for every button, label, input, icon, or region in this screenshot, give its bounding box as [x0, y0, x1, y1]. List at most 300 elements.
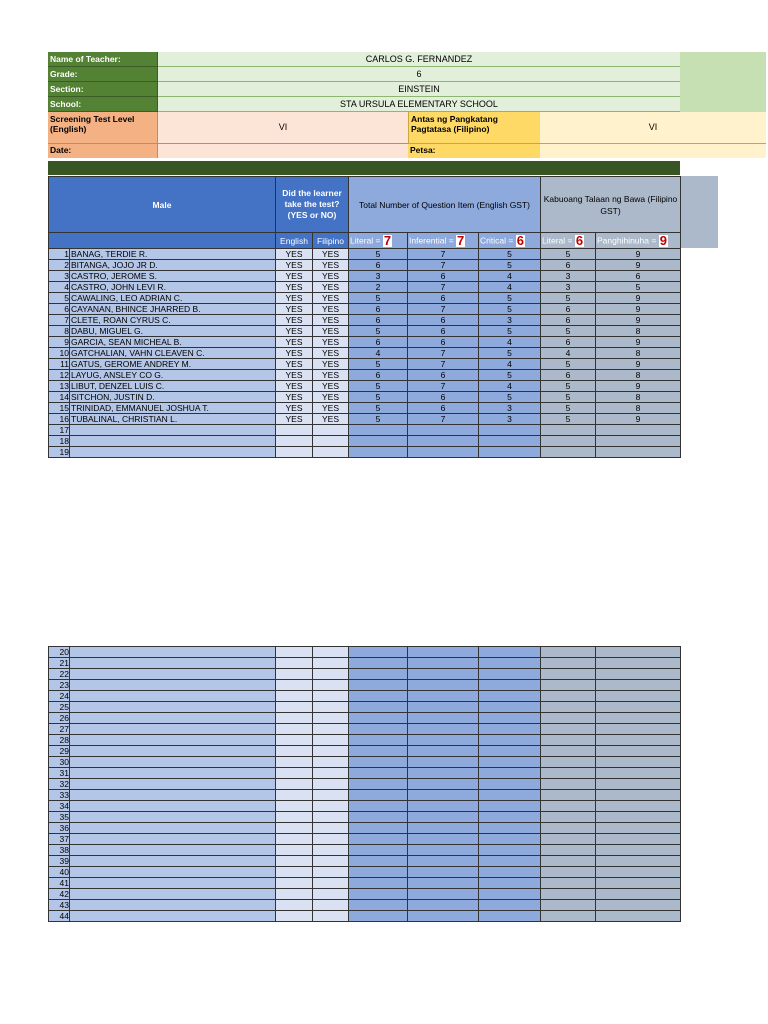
f-literal-score-cell[interactable]	[541, 724, 596, 735]
f-literal-score-cell[interactable]	[541, 746, 596, 757]
critical-score-cell[interactable]: 5	[479, 293, 541, 304]
inferential-score-cell[interactable]	[408, 889, 479, 900]
learner-name-cell[interactable]	[70, 823, 276, 834]
inferential-score-cell[interactable]: 6	[408, 315, 479, 326]
learner-name-cell[interactable]	[70, 834, 276, 845]
panghihinuha-score-cell[interactable]	[596, 724, 681, 735]
learner-name-cell[interactable]	[70, 691, 276, 702]
learner-name-cell[interactable]: TUBALINAL, CHRISTIAN L.	[70, 414, 276, 425]
critical-score-cell[interactable]	[479, 680, 541, 691]
screening-level-value[interactable]: VI	[158, 112, 408, 144]
learner-name-cell[interactable]	[70, 680, 276, 691]
literal-score-cell[interactable]	[349, 768, 408, 779]
filipino-taken-cell[interactable]	[313, 889, 349, 900]
inferential-score-cell[interactable]: 6	[408, 271, 479, 282]
f-literal-score-cell[interactable]	[541, 812, 596, 823]
inferential-score-cell[interactable]	[408, 823, 479, 834]
english-taken-cell[interactable]	[276, 878, 313, 889]
critical-score-cell[interactable]: 5	[479, 260, 541, 271]
filipino-taken-cell[interactable]	[313, 746, 349, 757]
english-taken-cell[interactable]	[276, 845, 313, 856]
f-literal-score-cell[interactable]	[541, 436, 596, 447]
filipino-taken-cell[interactable]: YES	[313, 392, 349, 403]
inferential-score-cell[interactable]: 7	[408, 304, 479, 315]
f-literal-score-cell[interactable]	[541, 691, 596, 702]
inferential-score-cell[interactable]	[408, 834, 479, 845]
panghihinuha-score-cell[interactable]	[596, 900, 681, 911]
panghihinuha-score-cell[interactable]	[596, 823, 681, 834]
filipino-taken-cell[interactable]: YES	[313, 359, 349, 370]
learner-name-cell[interactable]	[70, 713, 276, 724]
panghihinuha-score-cell[interactable]: 8	[596, 348, 681, 359]
f-literal-score-cell[interactable]: 6	[541, 260, 596, 271]
inferential-score-cell[interactable]	[408, 691, 479, 702]
panghihinuha-score-cell[interactable]	[596, 447, 681, 458]
literal-score-cell[interactable]	[349, 447, 408, 458]
critical-score-cell[interactable]: 5	[479, 392, 541, 403]
filipino-taken-cell[interactable]	[313, 834, 349, 845]
english-taken-cell[interactable]	[276, 867, 313, 878]
literal-score-cell[interactable]: 3	[349, 271, 408, 282]
filipino-taken-cell[interactable]	[313, 702, 349, 713]
learner-name-cell[interactable]	[70, 889, 276, 900]
panghihinuha-score-cell[interactable]	[596, 911, 681, 922]
panghihinuha-score-cell[interactable]	[596, 702, 681, 713]
critical-score-cell[interactable]: 4	[479, 381, 541, 392]
critical-score-cell[interactable]: 5	[479, 249, 541, 260]
learner-name-cell[interactable]: BITANGA, JOJO JR D.	[70, 260, 276, 271]
critical-score-cell[interactable]: 4	[479, 271, 541, 282]
literal-score-cell[interactable]	[349, 823, 408, 834]
panghihinuha-score-cell[interactable]	[596, 878, 681, 889]
inferential-score-cell[interactable]	[408, 757, 479, 768]
learner-name-cell[interactable]	[70, 867, 276, 878]
english-taken-cell[interactable]	[276, 746, 313, 757]
critical-score-cell[interactable]	[479, 867, 541, 878]
inferential-score-cell[interactable]: 6	[408, 403, 479, 414]
panghihinuha-score-cell[interactable]	[596, 779, 681, 790]
f-literal-score-cell[interactable]	[541, 447, 596, 458]
inferential-score-cell[interactable]	[408, 724, 479, 735]
filipino-taken-cell[interactable]	[313, 900, 349, 911]
panghihinuha-score-cell[interactable]	[596, 845, 681, 856]
inferential-score-cell[interactable]	[408, 812, 479, 823]
antas-value[interactable]: VI	[540, 112, 766, 144]
filipino-taken-cell[interactable]	[313, 713, 349, 724]
english-taken-cell[interactable]: YES	[276, 326, 313, 337]
literal-score-cell[interactable]	[349, 845, 408, 856]
inferential-score-cell[interactable]	[408, 867, 479, 878]
panghihinuha-score-cell[interactable]: 8	[596, 403, 681, 414]
inferential-score-cell[interactable]	[408, 658, 479, 669]
panghihinuha-score-cell[interactable]: 9	[596, 337, 681, 348]
learner-name-cell[interactable]	[70, 856, 276, 867]
date-value[interactable]	[158, 144, 408, 158]
critical-score-cell[interactable]	[479, 658, 541, 669]
filipino-taken-cell[interactable]	[313, 911, 349, 922]
f-literal-score-cell[interactable]	[541, 658, 596, 669]
inferential-score-cell[interactable]: 7	[408, 348, 479, 359]
learner-name-cell[interactable]: GATCHALIAN, VAHN CLEAVEN C.	[70, 348, 276, 359]
critical-score-cell[interactable]: 4	[479, 337, 541, 348]
f-literal-score-cell[interactable]	[541, 878, 596, 889]
filipino-taken-cell[interactable]	[313, 801, 349, 812]
english-taken-cell[interactable]	[276, 790, 313, 801]
f-literal-score-cell[interactable]	[541, 669, 596, 680]
learner-name-cell[interactable]	[70, 801, 276, 812]
critical-score-cell[interactable]	[479, 900, 541, 911]
panghihinuha-score-cell[interactable]: 9	[596, 304, 681, 315]
inferential-score-cell[interactable]	[408, 790, 479, 801]
filipino-taken-cell[interactable]	[313, 823, 349, 834]
learner-name-cell[interactable]	[70, 735, 276, 746]
teacher-value[interactable]: CARLOS G. FERNANDEZ	[158, 52, 680, 67]
english-taken-cell[interactable]: YES	[276, 249, 313, 260]
inferential-score-cell[interactable]	[408, 878, 479, 889]
critical-score-cell[interactable]	[479, 790, 541, 801]
critical-score-cell[interactable]	[479, 425, 541, 436]
literal-score-cell[interactable]: 5	[349, 293, 408, 304]
panghihinuha-score-cell[interactable]	[596, 867, 681, 878]
inferential-score-cell[interactable]	[408, 647, 479, 658]
inferential-score-cell[interactable]	[408, 680, 479, 691]
literal-score-cell[interactable]	[349, 669, 408, 680]
english-taken-cell[interactable]	[276, 900, 313, 911]
f-literal-score-cell[interactable]: 3	[541, 271, 596, 282]
literal-score-cell[interactable]	[349, 812, 408, 823]
english-taken-cell[interactable]	[276, 856, 313, 867]
learner-name-cell[interactable]	[70, 658, 276, 669]
english-taken-cell[interactable]	[276, 658, 313, 669]
f-literal-score-cell[interactable]: 6	[541, 315, 596, 326]
inferential-score-cell[interactable]	[408, 713, 479, 724]
f-literal-score-cell[interactable]	[541, 834, 596, 845]
panghihinuha-score-cell[interactable]: 5	[596, 282, 681, 293]
literal-score-cell[interactable]	[349, 801, 408, 812]
english-taken-cell[interactable]	[276, 834, 313, 845]
learner-name-cell[interactable]: CASTRO, JOHN LEVI R.	[70, 282, 276, 293]
filipino-taken-cell[interactable]: YES	[313, 304, 349, 315]
english-taken-cell[interactable]: YES	[276, 392, 313, 403]
english-taken-cell[interactable]: YES	[276, 260, 313, 271]
critical-score-cell[interactable]: 3	[479, 414, 541, 425]
inferential-score-cell[interactable]: 6	[408, 326, 479, 337]
filipino-taken-cell[interactable]	[313, 680, 349, 691]
inferential-score-cell[interactable]: 7	[408, 359, 479, 370]
critical-score-cell[interactable]: 5	[479, 370, 541, 381]
panghihinuha-score-cell[interactable]	[596, 680, 681, 691]
panghihinuha-score-cell[interactable]: 9	[596, 414, 681, 425]
literal-score-cell[interactable]	[349, 735, 408, 746]
panghihinuha-score-cell[interactable]	[596, 669, 681, 680]
critical-score-cell[interactable]	[479, 856, 541, 867]
inferential-score-cell[interactable]	[408, 768, 479, 779]
learner-name-cell[interactable]: BANAG, TERDIE R.	[70, 249, 276, 260]
filipino-taken-cell[interactable]	[313, 845, 349, 856]
english-taken-cell[interactable]	[276, 911, 313, 922]
filipino-taken-cell[interactable]: YES	[313, 348, 349, 359]
literal-score-cell[interactable]	[349, 856, 408, 867]
filipino-taken-cell[interactable]	[313, 768, 349, 779]
panghihinuha-score-cell[interactable]: 8	[596, 326, 681, 337]
f-literal-score-cell[interactable]	[541, 702, 596, 713]
literal-score-cell[interactable]	[349, 691, 408, 702]
critical-score-cell[interactable]	[479, 757, 541, 768]
filipino-taken-cell[interactable]: YES	[313, 282, 349, 293]
english-taken-cell[interactable]	[276, 702, 313, 713]
f-literal-score-cell[interactable]	[541, 647, 596, 658]
panghihinuha-score-cell[interactable]	[596, 735, 681, 746]
english-taken-cell[interactable]	[276, 801, 313, 812]
learner-name-cell[interactable]: GARCIA, SEAN MICHEAL B.	[70, 337, 276, 348]
literal-score-cell[interactable]	[349, 889, 408, 900]
literal-score-cell[interactable]: 6	[349, 260, 408, 271]
panghihinuha-score-cell[interactable]	[596, 691, 681, 702]
english-taken-cell[interactable]: YES	[276, 348, 313, 359]
literal-score-cell[interactable]	[349, 658, 408, 669]
english-taken-cell[interactable]	[276, 757, 313, 768]
literal-score-cell[interactable]	[349, 680, 408, 691]
f-literal-score-cell[interactable]: 5	[541, 403, 596, 414]
learner-name-cell[interactable]: SITCHON, JUSTIN D.	[70, 392, 276, 403]
inferential-score-cell[interactable]	[408, 735, 479, 746]
inferential-score-cell[interactable]: 7	[408, 414, 479, 425]
panghihinuha-score-cell[interactable]: 9	[596, 381, 681, 392]
f-literal-score-cell[interactable]: 5	[541, 249, 596, 260]
english-taken-cell[interactable]	[276, 691, 313, 702]
f-literal-score-cell[interactable]	[541, 680, 596, 691]
english-taken-cell[interactable]	[276, 436, 313, 447]
f-literal-score-cell[interactable]: 6	[541, 304, 596, 315]
critical-score-cell[interactable]	[479, 436, 541, 447]
critical-score-cell[interactable]	[479, 768, 541, 779]
english-taken-cell[interactable]	[276, 812, 313, 823]
f-literal-score-cell[interactable]: 5	[541, 293, 596, 304]
english-taken-cell[interactable]	[276, 680, 313, 691]
literal-score-cell[interactable]: 2	[349, 282, 408, 293]
filipino-taken-cell[interactable]: YES	[313, 414, 349, 425]
inferential-score-cell[interactable]: 7	[408, 381, 479, 392]
english-taken-cell[interactable]	[276, 724, 313, 735]
filipino-taken-cell[interactable]: YES	[313, 370, 349, 381]
literal-score-cell[interactable]	[349, 713, 408, 724]
filipino-taken-cell[interactable]	[313, 658, 349, 669]
panghihinuha-score-cell[interactable]	[596, 889, 681, 900]
panghihinuha-score-cell[interactable]	[596, 812, 681, 823]
inferential-score-cell[interactable]	[408, 702, 479, 713]
school-value[interactable]: STA URSULA ELEMENTARY SCHOOL	[158, 97, 680, 112]
inferential-score-cell[interactable]: 7	[408, 249, 479, 260]
critical-score-cell[interactable]: 5	[479, 304, 541, 315]
literal-score-cell[interactable]	[349, 790, 408, 801]
f-literal-score-cell[interactable]: 6	[541, 337, 596, 348]
panghihinuha-score-cell[interactable]	[596, 436, 681, 447]
f-literal-score-cell[interactable]	[541, 889, 596, 900]
literal-score-cell[interactable]: 6	[349, 304, 408, 315]
filipino-taken-cell[interactable]: YES	[313, 403, 349, 414]
learner-name-cell[interactable]: GATUS, GEROME ANDREY M.	[70, 359, 276, 370]
panghihinuha-score-cell[interactable]	[596, 647, 681, 658]
inferential-score-cell[interactable]: 7	[408, 282, 479, 293]
inferential-score-cell[interactable]	[408, 746, 479, 757]
panghihinuha-score-cell[interactable]: 9	[596, 260, 681, 271]
filipino-taken-cell[interactable]	[313, 812, 349, 823]
english-taken-cell[interactable]	[276, 823, 313, 834]
literal-score-cell[interactable]	[349, 436, 408, 447]
learner-name-cell[interactable]	[70, 702, 276, 713]
f-literal-score-cell[interactable]	[541, 790, 596, 801]
inferential-score-cell[interactable]	[408, 447, 479, 458]
filipino-taken-cell[interactable]	[313, 790, 349, 801]
f-literal-score-cell[interactable]	[541, 713, 596, 724]
filipino-taken-cell[interactable]: YES	[313, 337, 349, 348]
critical-score-cell[interactable]	[479, 779, 541, 790]
inferential-score-cell[interactable]: 6	[408, 370, 479, 381]
inferential-score-cell[interactable]	[408, 911, 479, 922]
english-taken-cell[interactable]: YES	[276, 337, 313, 348]
filipino-taken-cell[interactable]	[313, 779, 349, 790]
filipino-taken-cell[interactable]: YES	[313, 381, 349, 392]
filipino-taken-cell[interactable]	[313, 856, 349, 867]
critical-score-cell[interactable]	[479, 691, 541, 702]
literal-score-cell[interactable]	[349, 724, 408, 735]
f-literal-score-cell[interactable]	[541, 801, 596, 812]
critical-score-cell[interactable]	[479, 669, 541, 680]
learner-name-cell[interactable]	[70, 900, 276, 911]
panghihinuha-score-cell[interactable]	[596, 713, 681, 724]
panghihinuha-score-cell[interactable]: 6	[596, 271, 681, 282]
f-literal-score-cell[interactable]	[541, 900, 596, 911]
inferential-score-cell[interactable]	[408, 436, 479, 447]
literal-score-cell[interactable]: 5	[349, 249, 408, 260]
filipino-taken-cell[interactable]: YES	[313, 260, 349, 271]
panghihinuha-score-cell[interactable]	[596, 801, 681, 812]
filipino-taken-cell[interactable]	[313, 425, 349, 436]
english-taken-cell[interactable]: YES	[276, 370, 313, 381]
literal-score-cell[interactable]: 6	[349, 337, 408, 348]
learner-name-cell[interactable]: CAWALING, LEO ADRIAN C.	[70, 293, 276, 304]
inferential-score-cell[interactable]	[408, 669, 479, 680]
filipino-taken-cell[interactable]: YES	[313, 315, 349, 326]
filipino-taken-cell[interactable]	[313, 691, 349, 702]
english-taken-cell[interactable]	[276, 425, 313, 436]
panghihinuha-score-cell[interactable]	[596, 746, 681, 757]
f-literal-score-cell[interactable]	[541, 425, 596, 436]
panghihinuha-score-cell[interactable]	[596, 658, 681, 669]
inferential-score-cell[interactable]: 7	[408, 260, 479, 271]
critical-score-cell[interactable]: 5	[479, 326, 541, 337]
literal-score-cell[interactable]: 6	[349, 370, 408, 381]
literal-score-cell[interactable]	[349, 834, 408, 845]
english-taken-cell[interactable]	[276, 889, 313, 900]
english-taken-cell[interactable]: YES	[276, 381, 313, 392]
english-taken-cell[interactable]: YES	[276, 414, 313, 425]
filipino-taken-cell[interactable]	[313, 436, 349, 447]
critical-score-cell[interactable]	[479, 746, 541, 757]
learner-name-cell[interactable]: LAYUG, ANSLEY CO G.	[70, 370, 276, 381]
panghihinuha-score-cell[interactable]: 8	[596, 370, 681, 381]
english-taken-cell[interactable]: YES	[276, 403, 313, 414]
f-literal-score-cell[interactable]	[541, 823, 596, 834]
f-literal-score-cell[interactable]	[541, 735, 596, 746]
english-taken-cell[interactable]: YES	[276, 359, 313, 370]
critical-score-cell[interactable]	[479, 702, 541, 713]
filipino-taken-cell[interactable]	[313, 647, 349, 658]
critical-score-cell[interactable]	[479, 647, 541, 658]
critical-score-cell[interactable]	[479, 878, 541, 889]
literal-score-cell[interactable]	[349, 647, 408, 658]
critical-score-cell[interactable]	[479, 735, 541, 746]
literal-score-cell[interactable]	[349, 757, 408, 768]
critical-score-cell[interactable]	[479, 823, 541, 834]
inferential-score-cell[interactable]: 6	[408, 293, 479, 304]
inferential-score-cell[interactable]	[408, 425, 479, 436]
english-taken-cell[interactable]	[276, 768, 313, 779]
learner-name-cell[interactable]	[70, 878, 276, 889]
panghihinuha-score-cell[interactable]	[596, 834, 681, 845]
f-literal-score-cell[interactable]	[541, 867, 596, 878]
critical-score-cell[interactable]: 4	[479, 359, 541, 370]
english-taken-cell[interactable]	[276, 447, 313, 458]
learner-name-cell[interactable]	[70, 425, 276, 436]
literal-score-cell[interactable]: 5	[349, 392, 408, 403]
f-literal-score-cell[interactable]: 6	[541, 370, 596, 381]
literal-score-cell[interactable]: 4	[349, 348, 408, 359]
panghihinuha-score-cell[interactable]: 9	[596, 249, 681, 260]
f-literal-score-cell[interactable]	[541, 856, 596, 867]
learner-name-cell[interactable]	[70, 779, 276, 790]
filipino-taken-cell[interactable]: YES	[313, 271, 349, 282]
critical-score-cell[interactable]	[479, 447, 541, 458]
english-taken-cell[interactable]: YES	[276, 304, 313, 315]
panghihinuha-score-cell[interactable]	[596, 768, 681, 779]
filipino-taken-cell[interactable]	[313, 724, 349, 735]
filipino-taken-cell[interactable]	[313, 669, 349, 680]
critical-score-cell[interactable]	[479, 713, 541, 724]
f-literal-score-cell[interactable]: 5	[541, 359, 596, 370]
f-literal-score-cell[interactable]: 5	[541, 381, 596, 392]
panghihinuha-score-cell[interactable]	[596, 757, 681, 768]
english-taken-cell[interactable]: YES	[276, 315, 313, 326]
panghihinuha-score-cell[interactable]	[596, 790, 681, 801]
critical-score-cell[interactable]: 5	[479, 348, 541, 359]
literal-score-cell[interactable]	[349, 746, 408, 757]
literal-score-cell[interactable]: 5	[349, 326, 408, 337]
panghihinuha-score-cell[interactable]	[596, 425, 681, 436]
f-literal-score-cell[interactable]: 4	[541, 348, 596, 359]
learner-name-cell[interactable]: LIBUT, DENZEL LUIS C.	[70, 381, 276, 392]
inferential-score-cell[interactable]	[408, 845, 479, 856]
learner-name-cell[interactable]	[70, 746, 276, 757]
learner-name-cell[interactable]: CLETE, ROAN CYRUS C.	[70, 315, 276, 326]
f-literal-score-cell[interactable]: 5	[541, 392, 596, 403]
critical-score-cell[interactable]	[479, 724, 541, 735]
filipino-taken-cell[interactable]: YES	[313, 249, 349, 260]
f-literal-score-cell[interactable]: 5	[541, 326, 596, 337]
f-literal-score-cell[interactable]	[541, 768, 596, 779]
critical-score-cell[interactable]: 4	[479, 282, 541, 293]
literal-score-cell[interactable]	[349, 900, 408, 911]
learner-name-cell[interactable]	[70, 724, 276, 735]
inferential-score-cell[interactable]	[408, 801, 479, 812]
panghihinuha-score-cell[interactable]: 9	[596, 359, 681, 370]
literal-score-cell[interactable]	[349, 702, 408, 713]
critical-score-cell[interactable]: 3	[479, 403, 541, 414]
petsa-value[interactable]	[540, 144, 766, 158]
critical-score-cell[interactable]	[479, 911, 541, 922]
learner-name-cell[interactable]	[70, 845, 276, 856]
critical-score-cell[interactable]	[479, 834, 541, 845]
